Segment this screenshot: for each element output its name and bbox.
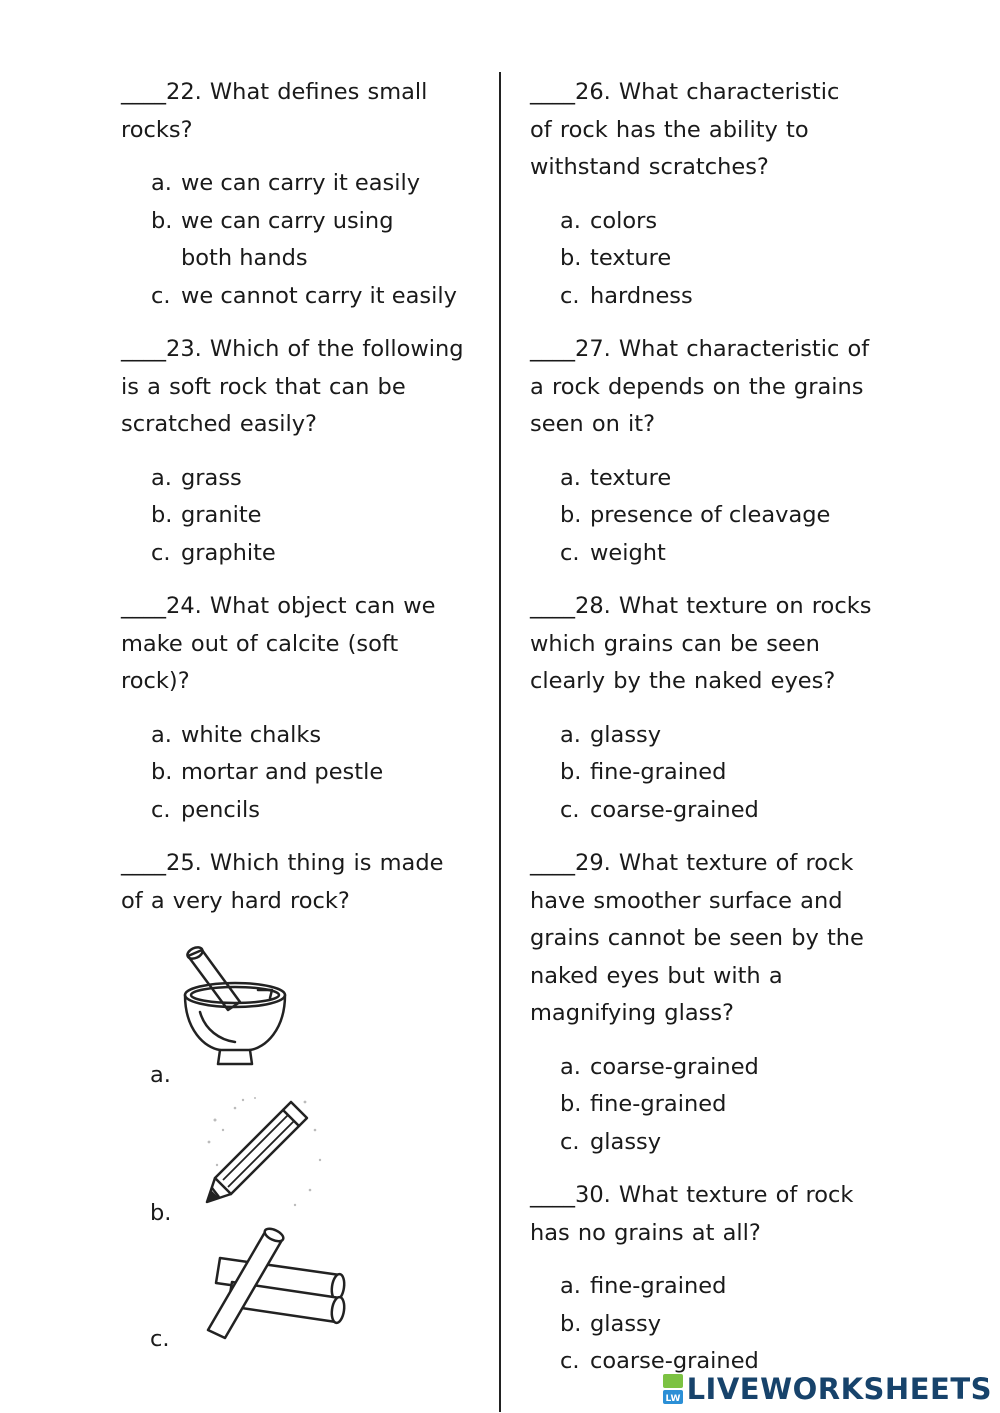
liveworksheets-wordmark: LIVEWORKSHEETS <box>686 1372 992 1406</box>
option-29-a[interactable]: a. coarse-grained <box>560 1053 759 1080</box>
right-column <box>530 74 890 1381</box>
option-24-c[interactable]: c. pencils <box>151 796 260 823</box>
liveworksheets-logo-icon <box>662 1372 684 1406</box>
option-25-b[interactable]: b. <box>150 1090 340 1225</box>
option-23-b[interactable]: b. granite <box>151 502 262 528</box>
options-26 <box>530 203 890 316</box>
option-30-a[interactable]: a. fine-grained <box>560 1273 727 1299</box>
pencil-icon <box>195 1090 335 1220</box>
chalk-icon <box>190 1220 350 1350</box>
option-30-b[interactable]: b. glassy <box>560 1310 662 1337</box>
options-23 <box>121 460 481 573</box>
option-25-a[interactable]: a. <box>150 940 310 1080</box>
liveworksheets-brand[interactable] <box>662 1369 992 1409</box>
option-29-b[interactable]: b. fine-grained <box>560 1091 727 1117</box>
option-26-b[interactable]: b. texture <box>560 245 672 271</box>
option-28-c[interactable]: c. coarse-grained <box>560 796 759 823</box>
option-30-c[interactable]: c. coarse-grained <box>560 1348 759 1374</box>
question-28: ____28. What texture on rocks which grains can be seen clearly by the naked eyes? <box>530 593 872 694</box>
question-23: ____23. Which of the following is a soft rock that can be scratched easily? <box>121 336 464 437</box>
option-28-a[interactable]: a. glassy <box>560 721 662 748</box>
option-26-a[interactable]: a. colors <box>560 207 658 234</box>
option-22-a[interactable]: a. we can carry it easily <box>151 170 421 196</box>
option-28-b[interactable]: b. fine-grained <box>560 759 727 785</box>
options-28 <box>530 717 890 830</box>
question-25: ____25. Which thing is made of a very hard rock? <box>121 850 444 914</box>
column-divider <box>499 72 501 1412</box>
option-23-a[interactable]: a. grass <box>151 464 242 491</box>
option-27-b[interactable]: b. presence of cleavage <box>560 502 831 528</box>
question-29: ____29. What texture of rock have smoother surface and grains cannot be seen by the naked eyes but with a magnifying glass? <box>530 850 864 1026</box>
option-22-b[interactable]: b. we can carry using both hands <box>151 207 394 271</box>
question-22: ____22. What defines small rocks? <box>121 79 428 143</box>
options-22 <box>121 165 481 315</box>
left-column <box>121 74 481 920</box>
options-29 <box>530 1049 890 1162</box>
mortar-and-pestle-icon <box>180 940 290 1070</box>
option-26-c[interactable]: c. hardness <box>560 282 693 309</box>
options-27 <box>530 460 890 573</box>
question-30: ____30. What texture of rock has no grains at all? <box>530 1182 854 1246</box>
option-29-c[interactable]: c. glassy <box>560 1128 662 1155</box>
question-24: ____24. What object can we make out of calcite (soft rock)? <box>121 593 436 694</box>
option-24-b[interactable]: b. mortar and pestle <box>151 759 384 785</box>
logo-letters: LW <box>665 1394 681 1404</box>
option-27-c[interactable]: c. weight <box>560 539 666 566</box>
option-22-c[interactable]: c. we cannot carry it easily <box>151 282 457 309</box>
options-24 <box>121 717 481 830</box>
question-27: ____27. What characteristic of a rock depends on the grains seen on it? <box>530 336 870 437</box>
option-27-a[interactable]: a. texture <box>560 464 672 491</box>
option-24-a[interactable]: a. white chalks <box>151 721 322 748</box>
question-26: ____26. What characteristic of rock has the ability to withstand scratches? <box>530 79 840 180</box>
options-30 <box>530 1268 890 1381</box>
option-25-c[interactable]: c. <box>150 1220 370 1355</box>
option-23-c[interactable]: c. graphite <box>151 539 276 566</box>
